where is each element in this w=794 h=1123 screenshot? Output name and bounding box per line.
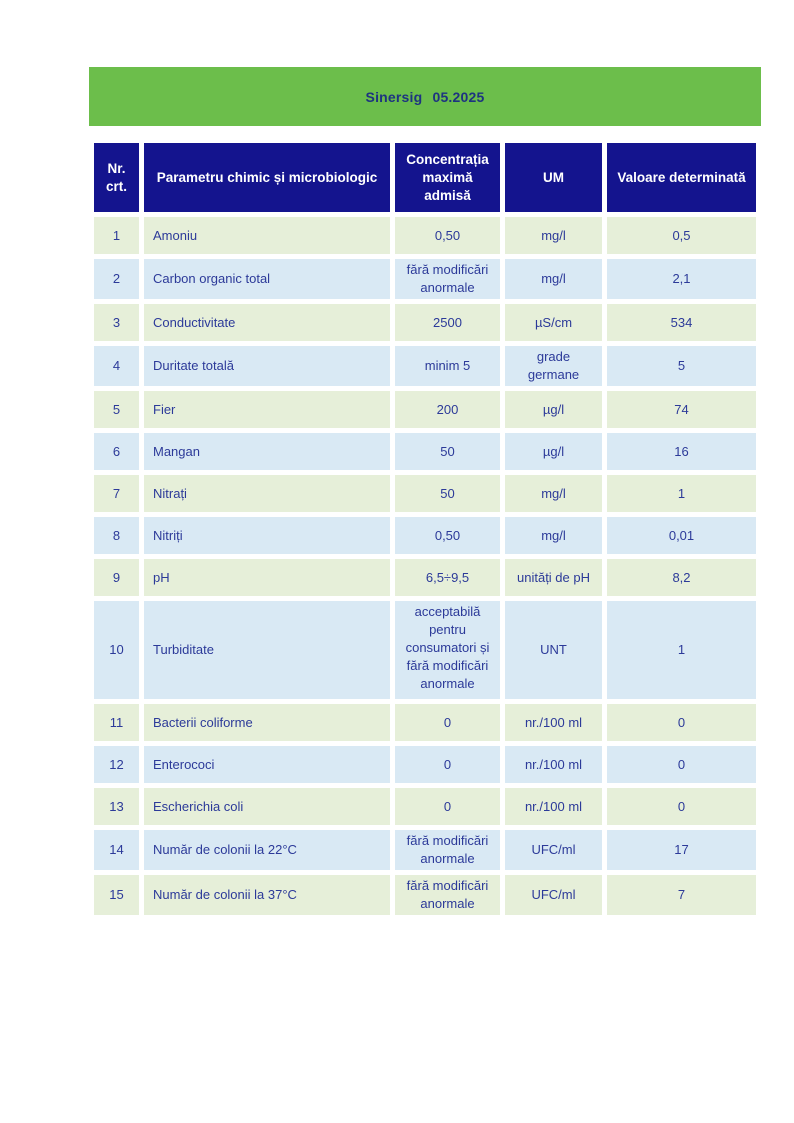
unit-of-measure-cell-text: mg/l [541,527,566,543]
unit-of-measure-cell [505,475,602,512]
row-number-cell [94,746,139,783]
determined-value-cell [607,346,756,386]
table-row [94,217,756,254]
row-number-cell-text: 1 [112,227,121,243]
row-number-cell-text: 3 [112,314,121,330]
unit-of-measure-cell [505,559,602,596]
max-concentration-cell [395,259,500,299]
determined-value-cell-text: 1 [677,642,686,657]
max-concentration-cell-text: 6,5÷9,5 [425,569,470,585]
determined-value-cell [607,830,756,870]
row-number-cell-text: 14 [109,842,124,857]
determined-value-cell-text: 1 [677,485,686,501]
col-header-valoare: Valoare determinată [607,143,756,212]
max-concentration-cell [395,475,500,512]
parameter-name-cell [144,391,390,428]
unit-of-measure-cell-text: nr./100 ml [524,798,583,814]
table-row [94,259,756,299]
determined-value-cell [607,559,756,596]
determined-value-cell [607,217,756,254]
parameter-name-cell [144,746,390,783]
parameter-name-cell [144,875,390,915]
table-row [94,475,756,512]
unit-of-measure-cell-text: UFC/ml [531,842,576,857]
max-concentration-cell [395,304,500,341]
row-number-cell-text: 13 [109,798,124,814]
parameter-name-cell-text: Conductivitate [153,314,236,330]
parameter-name-cell-text: Număr de colonii la 22°C [153,842,297,857]
unit-of-measure-cell [505,304,602,341]
parameter-name-cell-text: pH [153,569,170,585]
parameter-name-cell-text: Nitrați [153,485,187,501]
table-row [94,346,756,386]
max-concentration-cell-text: 50 [440,443,455,459]
max-concentration-cell-text: 0 [443,798,452,814]
unit-of-measure-cell [505,746,602,783]
table-row [94,433,756,470]
max-concentration-cell [395,433,500,470]
determined-value-cell-text: 16 [674,443,689,459]
table-row [94,788,756,825]
row-number-cell [94,346,139,386]
unit-of-measure-cell [505,433,602,470]
parameter-name-cell-text: Bacterii coliforme [153,714,253,730]
table-row [94,746,756,783]
determined-value-cell [607,475,756,512]
row-number-cell-text: 6 [112,443,121,459]
row-number-cell [94,601,139,699]
parameter-name-cell [144,704,390,741]
determined-value-cell [607,304,756,341]
unit-of-measure-cell-text: nr./100 ml [524,756,583,772]
determined-value-cell [607,259,756,299]
unit-of-measure-cell [505,391,602,428]
table-row [94,704,756,741]
table-row [94,391,756,428]
determined-value-cell-text: 0,5 [672,227,691,243]
row-number-cell [94,304,139,341]
max-concentration-cell-text: fără modificări anormale [406,262,489,295]
determined-value-cell-text: 74 [674,401,689,417]
determined-value-cell-text: 8,2 [672,569,691,585]
unit-of-measure-cell-text: mg/l [541,485,566,501]
row-number-cell-text: 8 [112,527,121,543]
determined-value-cell [607,391,756,428]
max-concentration-cell [395,704,500,741]
parameter-name-cell [144,601,390,699]
row-number-cell [94,391,139,428]
report-title: Sinersig 05.2025 [365,88,485,105]
max-concentration-cell-text: acceptabilă pentru consumatori și fără modificări anormale [405,604,490,691]
unit-of-measure-cell-text: µg/l [542,401,565,417]
row-number-cell-text: 5 [112,401,121,417]
parameter-name-cell-text: Număr de colonii la 37°C [153,887,297,902]
max-concentration-cell [395,559,500,596]
determined-value-cell [607,875,756,915]
row-number-cell [94,475,139,512]
max-concentration-cell-text: minim 5 [424,358,471,373]
determined-value-cell [607,746,756,783]
row-number-cell [94,788,139,825]
parameter-name-cell-text: Escherichia coli [153,798,244,814]
unit-of-measure-cell-text: UNT [540,642,567,657]
parameter-name-cell [144,433,390,470]
parameter-name-cell [144,517,390,554]
row-number-cell-text: 9 [112,569,121,585]
unit-of-measure-cell [505,601,602,699]
determined-value-cell-text: 17 [674,842,689,857]
determined-value-cell [607,601,756,699]
determined-value-cell [607,433,756,470]
parameter-name-cell [144,475,390,512]
max-concentration-cell-text: fără modificări anormale [406,833,489,866]
unit-of-measure-cell [505,875,602,915]
max-concentration-cell-text: 200 [436,401,459,417]
determined-value-cell-text: 0 [677,756,686,772]
row-number-cell-text: 2 [112,271,121,286]
row-number-cell-text: 11 [109,714,124,730]
parameter-name-cell-text: Mangan [153,443,200,459]
parameter-name-cell [144,346,390,386]
determined-value-cell [607,517,756,554]
parameter-name-cell-text: Enterococi [153,756,215,772]
parameter-name-cell-text: Carbon organic total [153,271,271,286]
max-concentration-cell [395,788,500,825]
unit-of-measure-cell [505,517,602,554]
max-concentration-cell [395,346,500,386]
row-number-cell [94,259,139,299]
max-concentration-cell [395,830,500,870]
table-row [94,830,756,870]
determined-value-cell-text: 2,1 [672,271,691,286]
max-concentration-cell-text: 0 [443,714,452,730]
table-body [94,217,756,915]
report-title-banner [89,67,761,126]
row-number-cell [94,704,139,741]
max-concentration-cell-text: fără modificări anormale [406,878,489,911]
water-quality-table [89,138,761,920]
parameter-name-cell [144,830,390,870]
max-concentration-cell-text: 0,50 [434,527,461,543]
row-number-cell [94,517,139,554]
row-number-cell [94,830,139,870]
unit-of-measure-cell-text: UFC/ml [531,887,576,902]
unit-of-measure-cell [505,830,602,870]
parameter-name-cell-text: Duritate totală [153,358,234,373]
max-concentration-cell-text: 50 [440,485,455,501]
max-concentration-cell [395,217,500,254]
table-row [94,304,756,341]
determined-value-cell-text: 0,01 [668,527,695,543]
col-header-concentratia: Concentrația maximă admisă [395,143,500,212]
row-number-cell [94,217,139,254]
table-row [94,875,756,915]
table-row [94,559,756,596]
unit-of-measure-cell-text: unități de pH [517,569,590,585]
col-header-um: UM [505,143,602,212]
parameter-name-cell [144,559,390,596]
col-header-nr-crt: Nr. crt. [94,143,139,212]
determined-value-cell-text: 7 [677,887,686,902]
max-concentration-cell [395,746,500,783]
parameter-name-cell [144,788,390,825]
determined-value-cell [607,788,756,825]
parameter-name-cell-text: Fier [153,401,176,417]
max-concentration-cell-text: 0 [443,756,452,772]
water-quality-report [89,67,761,920]
unit-of-measure-cell [505,704,602,741]
row-number-cell-text: 7 [112,485,121,501]
max-concentration-cell [395,391,500,428]
table-header-row [94,143,756,212]
unit-of-measure-cell-text: mg/l [541,271,566,286]
determined-value-cell-text: 5 [677,358,686,373]
unit-of-measure-cell [505,217,602,254]
row-number-cell-text: 10 [109,642,124,657]
row-number-cell [94,559,139,596]
table-row [94,517,756,554]
unit-of-measure-cell-text: µS/cm [534,314,573,330]
row-number-cell-text: 4 [112,358,121,373]
parameter-name-cell [144,304,390,341]
col-header-parametru: Parametru chimic și microbiologic [144,143,390,212]
unit-of-measure-cell [505,788,602,825]
parameter-name-cell-text: Turbiditate [153,642,214,657]
row-number-cell-text: 15 [109,887,124,902]
unit-of-measure-cell-text: µg/l [542,443,565,459]
max-concentration-cell-text: 0,50 [434,227,461,243]
max-concentration-cell [395,875,500,915]
parameter-name-cell-text: Nitriți [153,527,183,543]
determined-value-cell-text: 0 [677,714,686,730]
parameter-name-cell [144,259,390,299]
max-concentration-cell-text: 2500 [433,314,462,330]
table-row [94,601,756,699]
max-concentration-cell [395,601,500,699]
parameter-name-cell-text: Amoniu [153,227,198,243]
unit-of-measure-cell-text: mg/l [541,227,566,243]
determined-value-cell-text: 0 [677,798,686,814]
row-number-cell-text: 12 [109,756,124,772]
unit-of-measure-cell [505,259,602,299]
max-concentration-cell [395,517,500,554]
determined-value-cell [607,704,756,741]
row-number-cell [94,433,139,470]
unit-of-measure-cell [505,346,602,386]
unit-of-measure-cell-text: nr./100 ml [524,714,583,730]
parameter-name-cell [144,217,390,254]
unit-of-measure-cell-text: grade germane [527,349,580,382]
row-number-cell [94,875,139,915]
determined-value-cell-text: 534 [670,314,693,330]
